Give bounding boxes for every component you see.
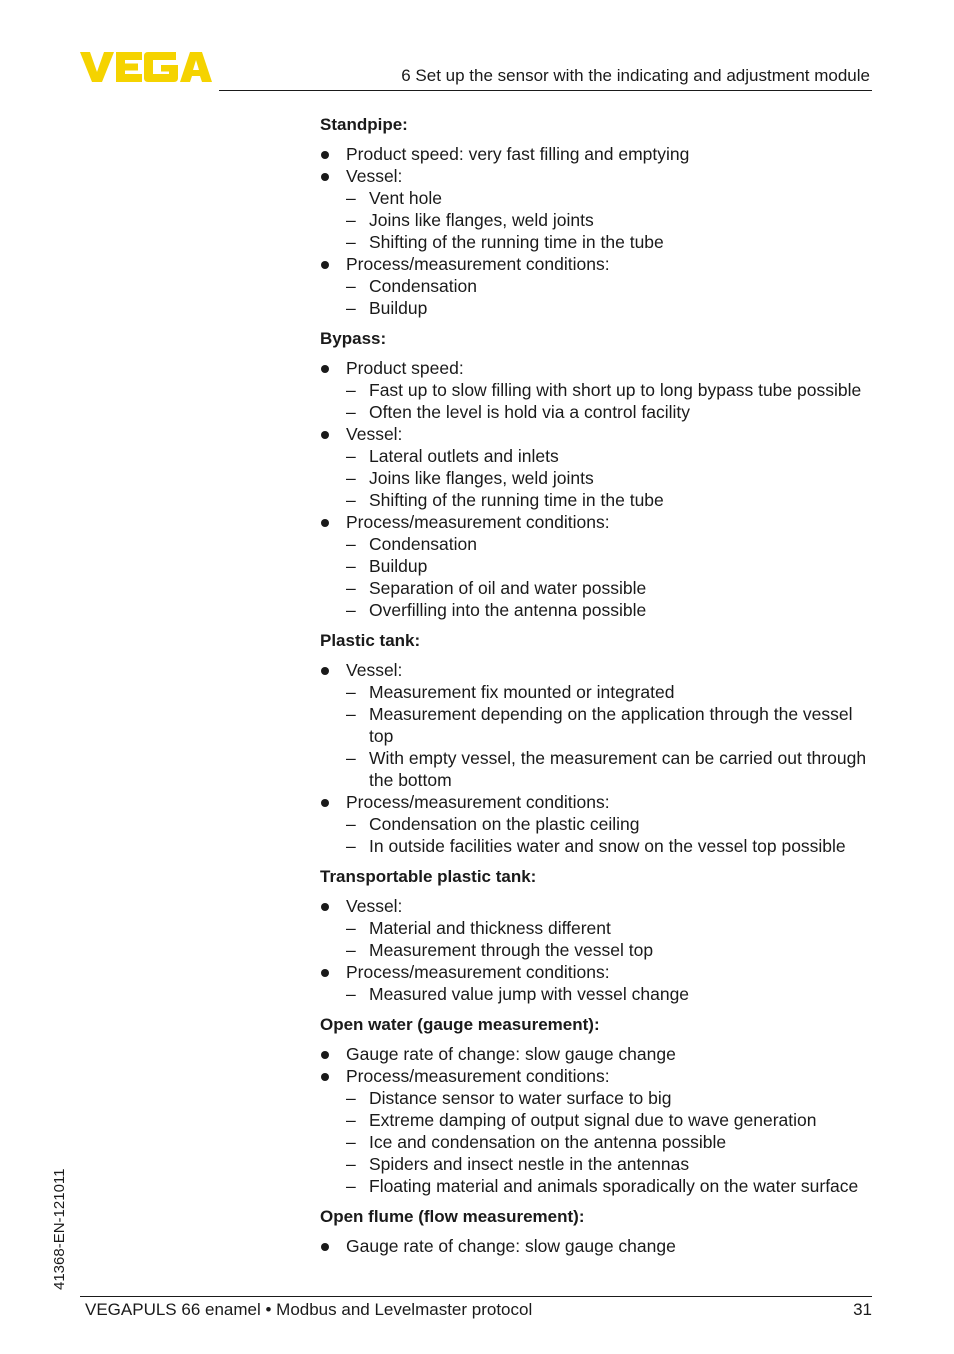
dash-icon: – xyxy=(346,1154,356,1174)
dash-icon: – xyxy=(346,704,356,724)
bullet-list xyxy=(320,143,876,319)
sub-list-item-text: Condensation xyxy=(369,276,477,296)
sub-list-item-text: With empty vessel, the measurement can be carried out through the bottom xyxy=(369,748,867,790)
list-item-text: Vessel: xyxy=(346,166,403,186)
list-item xyxy=(320,895,876,961)
sub-list-item xyxy=(346,489,876,511)
dash-icon: – xyxy=(346,232,356,252)
dash-icon: – xyxy=(346,578,356,598)
list-item-text: Product speed: xyxy=(346,358,464,378)
bullet-icon xyxy=(321,365,329,373)
dash-icon: – xyxy=(346,814,356,834)
bullet-list xyxy=(320,659,876,857)
list-item xyxy=(320,659,876,791)
sub-list-item xyxy=(346,1109,876,1131)
section xyxy=(320,114,876,319)
sub-list-item-text: Joins like flanges, weld joints xyxy=(369,210,594,230)
list-item xyxy=(320,423,876,511)
section xyxy=(320,328,876,621)
sub-list-item xyxy=(346,577,876,599)
bullet-icon xyxy=(321,799,329,807)
bullet-list xyxy=(320,895,876,1005)
bullet-icon xyxy=(321,903,329,911)
sub-list xyxy=(346,813,876,857)
sub-list-item-text: Measured value jump with vessel change xyxy=(369,984,690,1004)
list-item xyxy=(320,253,876,319)
sub-list xyxy=(346,533,876,621)
sub-list-item xyxy=(346,187,876,209)
dash-icon: – xyxy=(346,380,356,400)
dash-icon: – xyxy=(346,402,356,422)
section-heading: Open water (gauge measurement): xyxy=(320,1015,600,1034)
section xyxy=(320,1206,876,1257)
dash-icon: – xyxy=(346,836,356,856)
sub-list xyxy=(346,379,876,423)
sub-list-item xyxy=(346,555,876,577)
sub-list xyxy=(346,983,876,1005)
sub-list xyxy=(346,445,876,511)
sub-list-item xyxy=(346,209,876,231)
sub-list-item-text: Buildup xyxy=(369,556,428,576)
list-item xyxy=(320,1043,876,1065)
sub-list-item xyxy=(346,1131,876,1153)
section-heading: Transportable plastic tank: xyxy=(320,867,537,886)
list-item-text: Vessel: xyxy=(346,660,403,680)
dash-icon: – xyxy=(346,446,356,466)
main-content xyxy=(320,114,876,1266)
sub-list-item xyxy=(346,379,876,401)
header-title: 6 Set up the sensor with the indicating and adjustment module xyxy=(401,66,870,85)
sub-list-item-text: In outside facilities water and snow on the vessel top possible xyxy=(369,836,846,856)
section-heading: Plastic tank: xyxy=(320,631,421,650)
bullet-icon xyxy=(321,173,329,181)
dash-icon: – xyxy=(346,940,356,960)
bullet-icon xyxy=(321,151,329,159)
vega-logo xyxy=(80,50,212,84)
list-item-text: Vessel: xyxy=(346,896,403,916)
sub-list-item-text: Measurement through the vessel top xyxy=(369,940,654,960)
sub-list-item-text: Measurement depending on the application through the vessel top xyxy=(369,704,853,746)
list-item-text: Process/measurement conditions: xyxy=(346,1066,610,1086)
sub-list-item-text: Buildup xyxy=(369,298,428,318)
list-item-text: Process/measurement conditions: xyxy=(346,962,610,982)
bullet-icon xyxy=(321,1243,329,1251)
bullet-list xyxy=(320,1235,876,1257)
dash-icon: – xyxy=(346,1176,356,1196)
header-divider xyxy=(219,90,872,91)
bullet-icon xyxy=(321,667,329,675)
sub-list-item-text: Lateral outlets and inlets xyxy=(369,446,559,466)
sub-list-item xyxy=(346,445,876,467)
section xyxy=(320,1014,876,1197)
section-heading: Open flume (flow measurement): xyxy=(320,1207,585,1226)
bullet-icon xyxy=(321,969,329,977)
sub-list-item-text: Material and thickness different xyxy=(369,918,611,938)
sub-list-item xyxy=(346,533,876,555)
list-item xyxy=(320,357,876,423)
sub-list xyxy=(346,1087,876,1197)
dash-icon: – xyxy=(346,1088,356,1108)
section-heading: Standpipe: xyxy=(320,115,408,134)
list-item xyxy=(320,1235,876,1257)
sub-list-item xyxy=(346,467,876,489)
list-item-text: Gauge rate of change: slow gauge change xyxy=(346,1236,676,1256)
list-item-text: Gauge rate of change: slow gauge change xyxy=(346,1044,676,1064)
dash-icon: – xyxy=(346,468,356,488)
dash-icon: – xyxy=(346,748,356,768)
sub-list-item xyxy=(346,939,876,961)
bullet-icon xyxy=(321,261,329,269)
list-item-text: Vessel: xyxy=(346,424,403,444)
sub-list-item-text: Condensation xyxy=(369,534,477,554)
sub-list-item-text: Spiders and insect nestle in the antennas xyxy=(369,1154,690,1174)
sub-list-item-text: Shifting of the running time in the tube xyxy=(369,490,664,510)
sub-list xyxy=(346,275,876,319)
sub-list-item xyxy=(346,1153,876,1175)
bullet-icon xyxy=(321,519,329,527)
dash-icon: – xyxy=(346,534,356,554)
sub-list-item xyxy=(346,297,876,319)
dash-icon: – xyxy=(346,490,356,510)
list-item-text: Product speed: very fast filling and emptying xyxy=(346,144,690,164)
sub-list-item xyxy=(346,983,876,1005)
sub-list xyxy=(346,187,876,253)
sub-list-item-text: Fast up to slow filling with short up to long bypass tube possible xyxy=(369,380,862,400)
dash-icon: – xyxy=(346,984,356,1004)
sub-list-item xyxy=(346,835,876,857)
sub-list-item xyxy=(346,681,876,703)
dash-icon: – xyxy=(346,682,356,702)
dash-icon: – xyxy=(346,298,356,318)
sub-list-item-text: Often the level is hold via a control facility xyxy=(369,402,690,422)
dash-icon: – xyxy=(346,210,356,230)
bullet-list xyxy=(320,1043,876,1197)
sub-list-item xyxy=(346,599,876,621)
list-item-text: Process/measurement conditions: xyxy=(346,512,610,532)
sub-list-item-text: Measurement fix mounted or integrated xyxy=(369,682,675,702)
list-item-text: Process/measurement conditions: xyxy=(346,254,610,274)
list-item xyxy=(320,791,876,857)
sub-list-item xyxy=(346,917,876,939)
sub-list-item xyxy=(346,1087,876,1109)
section xyxy=(320,866,876,1005)
list-item xyxy=(320,511,876,621)
dash-icon: – xyxy=(346,556,356,576)
sub-list-item-text: Extreme damping of output signal due to wave generation xyxy=(369,1110,817,1130)
dash-icon: – xyxy=(346,600,356,620)
sub-list-item-text: Overfilling into the antenna possible xyxy=(369,600,647,620)
dash-icon: – xyxy=(346,918,356,938)
sub-list-item xyxy=(346,401,876,423)
sub-list-item xyxy=(346,231,876,253)
document-code: 41368-EN-121011 xyxy=(51,1168,68,1290)
section xyxy=(320,630,876,857)
list-item xyxy=(320,143,876,165)
sub-list-item xyxy=(346,703,876,747)
list-item xyxy=(320,165,876,253)
list-item-text: Process/measurement conditions: xyxy=(346,792,610,812)
page-number: 31 xyxy=(853,1300,872,1319)
bullet-list xyxy=(320,357,876,621)
dash-icon: – xyxy=(346,1132,356,1152)
sub-list-item xyxy=(346,813,876,835)
sub-list xyxy=(346,917,876,961)
sub-list-item xyxy=(346,275,876,297)
list-item xyxy=(320,1065,876,1197)
sub-list-item-text: Condensation on the plastic ceiling xyxy=(369,814,640,834)
sub-list-item-text: Separation of oil and water possible xyxy=(369,578,647,598)
dash-icon: – xyxy=(346,1110,356,1130)
sub-list-item-text: Floating material and animals sporadically on the water surface xyxy=(369,1176,859,1196)
sub-list-item xyxy=(346,747,876,791)
sub-list-item-text: Shifting of the running time in the tube xyxy=(369,232,664,252)
sub-list-item-text: Ice and condensation on the antenna possible xyxy=(369,1132,727,1152)
bullet-icon xyxy=(321,1073,329,1081)
footer-product: VEGAPULS 66 enamel • Modbus and Levelmaster protocol xyxy=(85,1300,533,1319)
sub-list-item-text: Joins like flanges, weld joints xyxy=(369,468,594,488)
list-item xyxy=(320,961,876,1005)
dash-icon: – xyxy=(346,188,356,208)
dash-icon: – xyxy=(346,276,356,296)
section-heading: Bypass: xyxy=(320,329,387,348)
bullet-icon xyxy=(321,1051,329,1059)
sub-list-item-text: Distance sensor to water surface to big xyxy=(369,1088,672,1108)
sub-list xyxy=(346,681,876,791)
sub-list-item-text: Vent hole xyxy=(369,188,442,208)
footer-divider xyxy=(80,1296,872,1297)
sub-list-item xyxy=(346,1175,876,1197)
bullet-icon xyxy=(321,431,329,439)
